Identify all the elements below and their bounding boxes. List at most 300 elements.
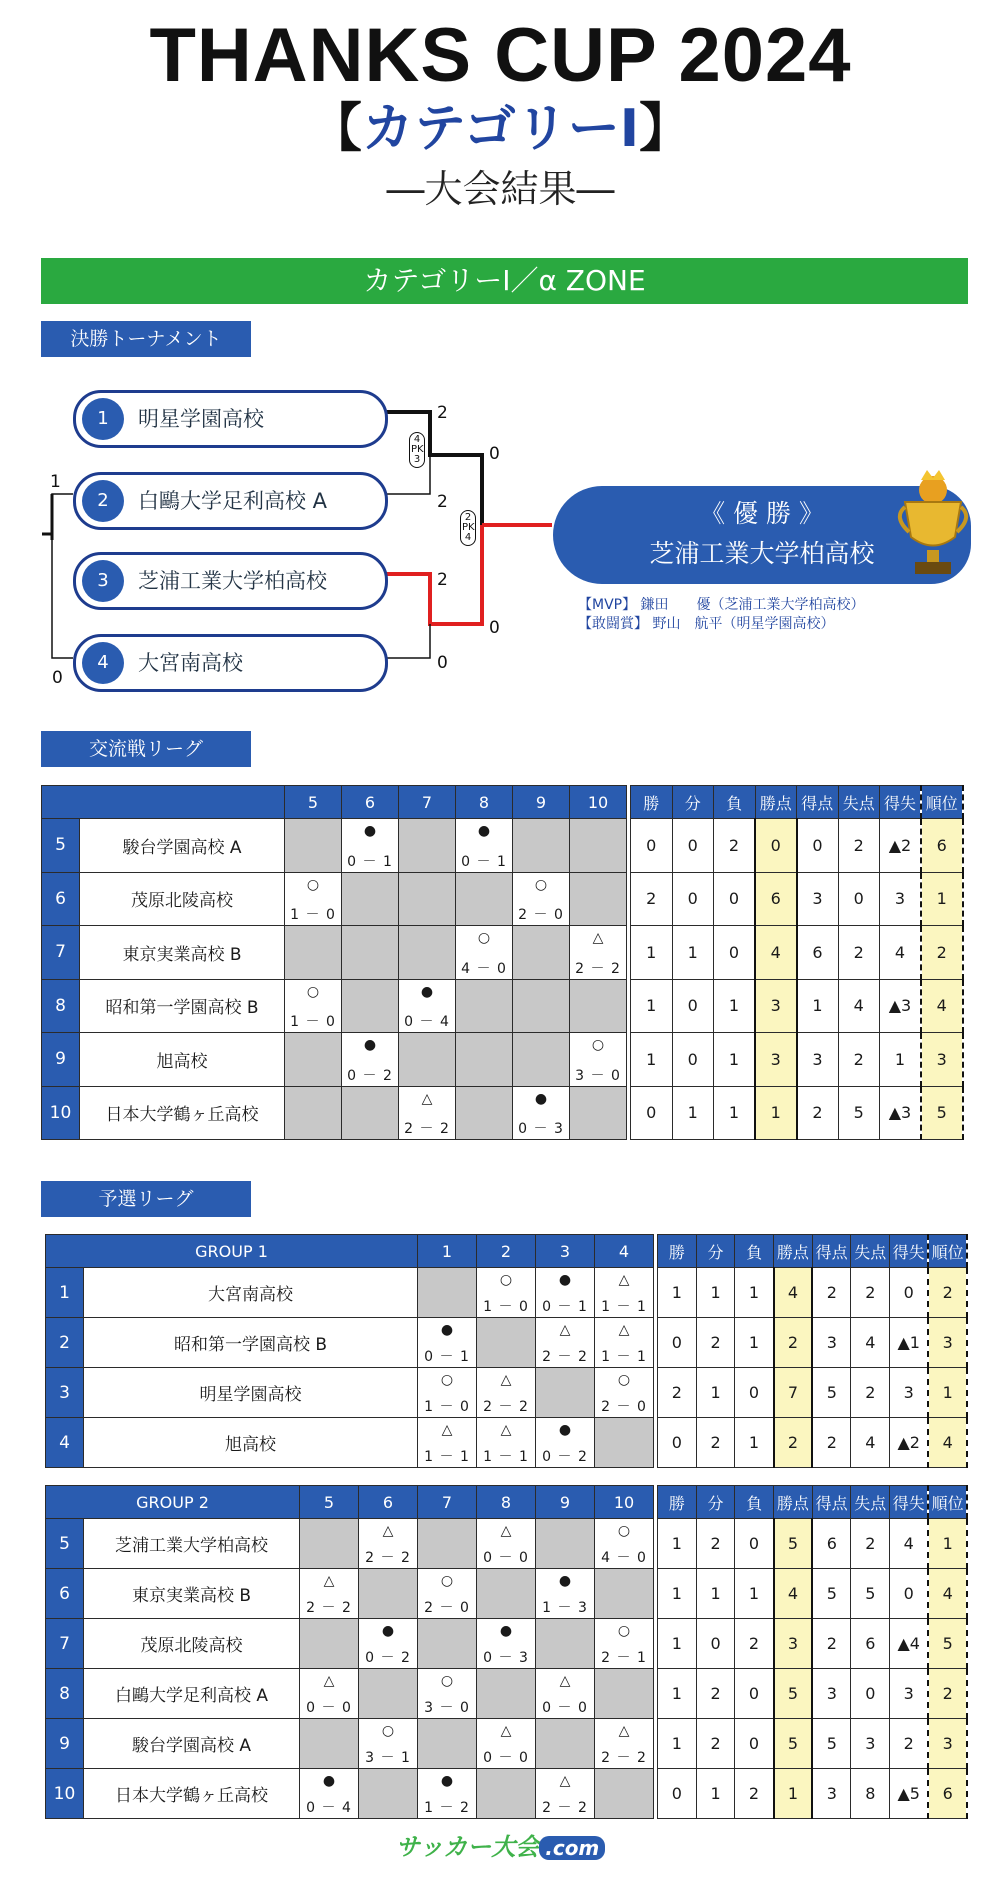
bracket-team-2 bbox=[73, 472, 388, 530]
wins: 1 bbox=[631, 926, 673, 980]
team-name: 昭和第一学園高校 B bbox=[80, 979, 285, 1033]
points: 0 bbox=[755, 819, 797, 873]
match-result bbox=[359, 1619, 418, 1669]
rank: 1 bbox=[928, 1519, 967, 1569]
match-score: 0 － 2 bbox=[347, 1067, 393, 1084]
match-result bbox=[300, 1519, 359, 1569]
match-result bbox=[595, 1619, 654, 1669]
score-semi-1: 0 bbox=[489, 444, 500, 464]
goals-for: 3 bbox=[812, 1769, 851, 1819]
stat-header: 得失 bbox=[890, 1235, 929, 1268]
points: 6 bbox=[755, 872, 797, 926]
match-result bbox=[399, 979, 456, 1033]
row-index: 1 bbox=[46, 1268, 84, 1318]
stat-header: 勝 bbox=[658, 1486, 697, 1519]
team-name: 昭和第一学園高校 B bbox=[84, 1318, 418, 1368]
team-name: 旭高校 bbox=[80, 1033, 285, 1087]
result-symbol: △ bbox=[441, 1422, 453, 1438]
goal-diff: ▲4 bbox=[890, 1619, 929, 1669]
result-symbol: ○ bbox=[617, 1372, 631, 1388]
result-symbol: △ bbox=[323, 1573, 335, 1589]
match-score: 0 － 3 bbox=[518, 1121, 564, 1137]
goals-against: 0 bbox=[838, 872, 880, 926]
match-result bbox=[477, 1769, 536, 1819]
match-score: 0 － 1 bbox=[347, 853, 393, 870]
goals-for: 3 bbox=[812, 1669, 851, 1719]
match-score: 3 － 0 bbox=[575, 1067, 621, 1084]
match-score: 1 － 0 bbox=[424, 1399, 470, 1415]
match-result bbox=[570, 1086, 627, 1140]
match-result bbox=[513, 1086, 570, 1140]
table-row bbox=[42, 1086, 963, 1140]
rank: 4 bbox=[921, 979, 963, 1033]
match-result bbox=[285, 872, 342, 926]
match-result bbox=[595, 1719, 654, 1769]
goal-diff: 0 bbox=[890, 1268, 929, 1318]
row-index: 6 bbox=[42, 872, 80, 926]
result-symbol: ● bbox=[381, 1623, 395, 1639]
match-result bbox=[399, 926, 456, 980]
stat-header: 得点 bbox=[812, 1235, 851, 1268]
group-header bbox=[42, 786, 285, 819]
goals-against: 2 bbox=[838, 926, 880, 980]
goal-diff: 3 bbox=[890, 1669, 929, 1719]
table-row bbox=[46, 1669, 968, 1719]
table-row bbox=[42, 819, 963, 873]
match-score: 0 － 0 bbox=[542, 1700, 588, 1716]
match-score: 1 － 1 bbox=[424, 1449, 470, 1465]
match-result bbox=[285, 1086, 342, 1140]
goals-against: 2 bbox=[838, 819, 880, 873]
match-result bbox=[300, 1569, 359, 1619]
result-symbol: △ bbox=[618, 1723, 630, 1739]
rank: 6 bbox=[921, 819, 963, 873]
goals-for: 3 bbox=[797, 872, 839, 926]
match-result bbox=[418, 1368, 477, 1418]
table-row bbox=[42, 979, 963, 1033]
match-score: 0 － 1 bbox=[461, 853, 507, 870]
match-result bbox=[285, 979, 342, 1033]
match-score: 2 － 2 bbox=[575, 960, 621, 977]
match-result bbox=[513, 926, 570, 980]
wins: 1 bbox=[658, 1719, 697, 1769]
site-logo: サッカー大会 .com bbox=[0, 1827, 1001, 1862]
goals-for: 3 bbox=[797, 1033, 839, 1087]
draws: 2 bbox=[696, 1318, 735, 1368]
match-score: 0 － 0 bbox=[483, 1550, 529, 1566]
table-row bbox=[42, 872, 963, 926]
points: 2 bbox=[774, 1318, 813, 1368]
match-result bbox=[418, 1569, 477, 1619]
team-name: 大宮南高校 bbox=[138, 651, 243, 675]
match-score: 2 － 0 bbox=[601, 1399, 647, 1415]
goals-for: 2 bbox=[812, 1418, 851, 1468]
points: 5 bbox=[774, 1519, 813, 1569]
wins: 1 bbox=[658, 1268, 697, 1318]
match-result bbox=[477, 1719, 536, 1769]
match-result bbox=[399, 1033, 456, 1087]
row-index: 8 bbox=[42, 979, 80, 1033]
bracket-team-4 bbox=[73, 634, 388, 692]
match-result bbox=[359, 1519, 418, 1569]
group1-table bbox=[45, 1234, 968, 1468]
losses: 0 bbox=[735, 1368, 774, 1418]
category-subtitle: 【カテゴリーⅠ】 bbox=[309, 99, 692, 159]
goals-against: 5 bbox=[838, 1086, 880, 1140]
match-score: 2 － 2 bbox=[365, 1550, 411, 1566]
result-symbol: ● bbox=[363, 823, 377, 839]
row-index: 5 bbox=[46, 1519, 84, 1569]
row-index: 10 bbox=[42, 1086, 80, 1140]
result-symbol: △ bbox=[500, 1523, 512, 1539]
match-result bbox=[399, 819, 456, 873]
match-result bbox=[342, 1033, 399, 1087]
row-index: 3 bbox=[46, 1368, 84, 1418]
match-score: 0 － 1 bbox=[424, 1349, 470, 1365]
match-result bbox=[570, 1033, 627, 1087]
stat-header: 分 bbox=[696, 1486, 735, 1519]
match-result bbox=[477, 1418, 536, 1468]
stat-header: 勝点 bbox=[774, 1486, 813, 1519]
match-result bbox=[570, 819, 627, 873]
match-result bbox=[359, 1569, 418, 1619]
match-score: 1 － 3 bbox=[542, 1600, 588, 1616]
draws: 1 bbox=[696, 1569, 735, 1619]
match-result bbox=[513, 1033, 570, 1087]
result-symbol: ● bbox=[558, 1422, 572, 1438]
team-number-badge: 4 bbox=[82, 642, 124, 684]
table-row bbox=[46, 1368, 968, 1418]
team-name: 茂原北陵高校 bbox=[84, 1619, 300, 1669]
draws: 2 bbox=[696, 1719, 735, 1769]
match-result bbox=[477, 1619, 536, 1669]
wins: 2 bbox=[631, 872, 673, 926]
stat-header: 順位 bbox=[928, 1486, 967, 1519]
rank: 4 bbox=[928, 1418, 967, 1468]
match-score: 1 － 1 bbox=[601, 1349, 647, 1365]
goals-for: 3 bbox=[812, 1318, 851, 1368]
goals-for: 2 bbox=[812, 1268, 851, 1318]
match-result bbox=[418, 1418, 477, 1468]
wins: 1 bbox=[658, 1619, 697, 1669]
rank: 1 bbox=[921, 872, 963, 926]
draws: 1 bbox=[672, 926, 714, 980]
rank: 3 bbox=[928, 1318, 967, 1368]
wins: 1 bbox=[658, 1519, 697, 1569]
stat-header: 負 bbox=[714, 786, 756, 819]
match-score: 2 － 2 bbox=[542, 1349, 588, 1365]
match-result bbox=[418, 1669, 477, 1719]
draws: 2 bbox=[696, 1519, 735, 1569]
result-symbol: △ bbox=[559, 1673, 571, 1689]
result-symbol: △ bbox=[618, 1272, 630, 1288]
match-result bbox=[536, 1619, 595, 1669]
result-symbol: ○ bbox=[381, 1723, 395, 1739]
stat-header: 失点 bbox=[838, 786, 880, 819]
match-result bbox=[477, 1569, 536, 1619]
points: 4 bbox=[774, 1569, 813, 1619]
wins: 1 bbox=[631, 979, 673, 1033]
table-row bbox=[46, 1619, 968, 1669]
match-score: 3 － 0 bbox=[424, 1700, 470, 1716]
goals-for: 0 bbox=[797, 819, 839, 873]
goal-diff: 0 bbox=[890, 1569, 929, 1619]
draws: 1 bbox=[696, 1268, 735, 1318]
losses: 1 bbox=[735, 1418, 774, 1468]
score-team-2: 2 bbox=[437, 492, 448, 512]
match-result bbox=[399, 1086, 456, 1140]
group-header: GROUP 1 bbox=[46, 1235, 418, 1268]
table-row bbox=[42, 926, 963, 980]
result-symbol: ○ bbox=[617, 1623, 631, 1639]
goals-for: 5 bbox=[812, 1569, 851, 1619]
table-row bbox=[46, 1318, 968, 1368]
team-name: 大宮南高校 bbox=[84, 1268, 418, 1318]
match-result bbox=[595, 1769, 654, 1819]
goal-diff: ▲2 bbox=[880, 819, 922, 873]
match-result bbox=[456, 926, 513, 980]
prelim-league-label: 予選リーグ bbox=[41, 1181, 251, 1217]
pk-badge-final: 2 PK 4 bbox=[460, 510, 476, 546]
match-result bbox=[342, 1086, 399, 1140]
match-result bbox=[570, 979, 627, 1033]
team-name: 駿台学園高校 A bbox=[80, 819, 285, 873]
goals-against: 3 bbox=[851, 1719, 890, 1769]
result-symbol: ○ bbox=[499, 1272, 513, 1288]
match-result bbox=[456, 1086, 513, 1140]
match-result bbox=[418, 1769, 477, 1819]
team-name: 東京実業高校 B bbox=[80, 926, 285, 980]
wins: 0 bbox=[658, 1318, 697, 1368]
goals-against: 0 bbox=[851, 1669, 890, 1719]
draws: 0 bbox=[696, 1619, 735, 1669]
match-result bbox=[536, 1719, 595, 1769]
row-index: 9 bbox=[46, 1719, 84, 1769]
stat-header: 得失 bbox=[880, 786, 922, 819]
match-score: 1 － 0 bbox=[290, 1014, 336, 1030]
match-result bbox=[342, 926, 399, 980]
score-outer-bottom: 0 bbox=[52, 668, 63, 688]
row-index: 10 bbox=[46, 1769, 84, 1819]
rank: 4 bbox=[928, 1569, 967, 1619]
match-result bbox=[359, 1669, 418, 1719]
table-row bbox=[46, 1268, 968, 1318]
match-result bbox=[342, 872, 399, 926]
result-symbol: △ bbox=[382, 1523, 394, 1539]
goal-diff: ▲1 bbox=[890, 1318, 929, 1368]
match-result bbox=[285, 1033, 342, 1087]
losses: 2 bbox=[735, 1619, 774, 1669]
opponent-header: 10 bbox=[570, 786, 627, 819]
rank: 2 bbox=[921, 926, 963, 980]
match-score: 0 － 0 bbox=[483, 1750, 529, 1766]
match-result bbox=[342, 819, 399, 873]
team-number-badge: 1 bbox=[82, 398, 124, 440]
team-name: 白鷗大学足利高校 A bbox=[138, 489, 328, 513]
match-result bbox=[595, 1569, 654, 1619]
losses: 0 bbox=[714, 872, 756, 926]
stat-header: 勝点 bbox=[755, 786, 797, 819]
opponent-header: 7 bbox=[418, 1486, 477, 1519]
result-symbol: ○ bbox=[591, 1037, 605, 1053]
points: 5 bbox=[774, 1669, 813, 1719]
opponent-header: 8 bbox=[477, 1486, 536, 1519]
match-result bbox=[285, 819, 342, 873]
result-symbol: △ bbox=[500, 1723, 512, 1739]
rank: 1 bbox=[928, 1368, 967, 1418]
result-symbol: △ bbox=[421, 1090, 433, 1107]
pk-badge-semi-1: 4 PK 3 bbox=[409, 432, 425, 468]
match-score: 2 － 2 bbox=[306, 1600, 352, 1616]
match-score: 2 － 2 bbox=[542, 1800, 588, 1816]
rank: 5 bbox=[928, 1619, 967, 1669]
draws: 1 bbox=[672, 1086, 714, 1140]
score-semi-2: 0 bbox=[489, 618, 500, 638]
result-symbol: ● bbox=[363, 1037, 377, 1053]
bracket-team-3 bbox=[73, 552, 388, 610]
row-index: 7 bbox=[42, 926, 80, 980]
team-name: 東京実業高校 B bbox=[84, 1569, 300, 1619]
wins: 1 bbox=[658, 1669, 697, 1719]
match-score: 2 － 2 bbox=[601, 1750, 647, 1766]
team-name: 日本大学鶴ヶ丘高校 bbox=[80, 1086, 285, 1140]
match-score: 2 － 0 bbox=[518, 907, 564, 923]
row-index: 2 bbox=[46, 1318, 84, 1368]
match-score: 4 － 0 bbox=[461, 960, 507, 977]
match-score: 1 － 0 bbox=[290, 907, 336, 923]
match-result bbox=[300, 1669, 359, 1719]
score-team-3: 2 bbox=[437, 570, 448, 590]
match-result bbox=[595, 1368, 654, 1418]
match-result bbox=[536, 1519, 595, 1569]
losses: 1 bbox=[735, 1318, 774, 1368]
match-result bbox=[456, 979, 513, 1033]
wins: 0 bbox=[658, 1418, 697, 1468]
stat-header: 順位 bbox=[928, 1235, 967, 1268]
opponent-header: 10 bbox=[595, 1486, 654, 1519]
result-symbol: ○ bbox=[440, 1372, 454, 1388]
goals-for: 2 bbox=[797, 1086, 839, 1140]
team-name: 日本大学鶴ヶ丘高校 bbox=[84, 1769, 300, 1819]
match-result bbox=[477, 1368, 536, 1418]
fighting-spirit-line: 【敢闘賞】 野山 航平（明星学園高校） bbox=[578, 616, 835, 632]
points: 2 bbox=[774, 1418, 813, 1468]
group-header: GROUP 2 bbox=[46, 1486, 300, 1519]
result-symbol: △ bbox=[559, 1322, 571, 1338]
wins: 1 bbox=[658, 1569, 697, 1619]
stat-header: 負 bbox=[735, 1486, 774, 1519]
stat-header: 負 bbox=[735, 1235, 774, 1268]
result-symbol: △ bbox=[500, 1422, 512, 1438]
rank: 2 bbox=[928, 1669, 967, 1719]
goals-against: 2 bbox=[851, 1268, 890, 1318]
goal-diff: 4 bbox=[880, 926, 922, 980]
wins: 1 bbox=[631, 1033, 673, 1087]
match-result bbox=[536, 1669, 595, 1719]
result-symbol: ● bbox=[558, 1272, 572, 1288]
match-result bbox=[570, 926, 627, 980]
result-symbol: ● bbox=[440, 1773, 454, 1789]
goals-against: 4 bbox=[838, 979, 880, 1033]
match-score: 2 － 2 bbox=[483, 1399, 529, 1415]
team-name: 白鷗大学足利高校 A bbox=[84, 1669, 300, 1719]
goal-diff: 2 bbox=[890, 1719, 929, 1769]
final-tournament-label: 決勝トーナメント bbox=[41, 321, 251, 357]
match-result bbox=[536, 1569, 595, 1619]
opponent-header: 9 bbox=[536, 1486, 595, 1519]
match-result bbox=[595, 1268, 654, 1318]
match-result bbox=[300, 1619, 359, 1669]
losses: 0 bbox=[735, 1719, 774, 1769]
table-row bbox=[46, 1569, 968, 1619]
match-score: 2 － 1 bbox=[601, 1650, 647, 1666]
points: 1 bbox=[774, 1769, 813, 1819]
result-symbol: ○ bbox=[477, 930, 491, 946]
goal-diff: ▲2 bbox=[890, 1418, 929, 1468]
match-result bbox=[418, 1318, 477, 1368]
draws: 0 bbox=[672, 1033, 714, 1087]
points: 3 bbox=[755, 979, 797, 1033]
goals-against: 2 bbox=[851, 1519, 890, 1569]
match-score: 1 － 2 bbox=[424, 1800, 470, 1816]
opponent-header: 8 bbox=[456, 786, 513, 819]
losses: 2 bbox=[735, 1769, 774, 1819]
draws: 0 bbox=[672, 872, 714, 926]
match-result bbox=[595, 1318, 654, 1368]
stat-header: 勝 bbox=[658, 1235, 697, 1268]
stat-header: 分 bbox=[696, 1235, 735, 1268]
goal-diff: 4 bbox=[890, 1519, 929, 1569]
match-result bbox=[536, 1268, 595, 1318]
losses: 1 bbox=[735, 1268, 774, 1318]
goals-against: 2 bbox=[838, 1033, 880, 1087]
group2-table bbox=[45, 1485, 968, 1819]
match-result bbox=[513, 872, 570, 926]
goals-against: 4 bbox=[851, 1318, 890, 1368]
match-result bbox=[418, 1719, 477, 1769]
team-name: 芝浦工業大学柏高校 bbox=[138, 569, 327, 593]
team-name: 明星学園高校 bbox=[84, 1368, 418, 1418]
opponent-header: 6 bbox=[359, 1486, 418, 1519]
goals-against: 2 bbox=[851, 1368, 890, 1418]
trophy-icon bbox=[893, 462, 973, 582]
result-symbol: ● bbox=[558, 1573, 572, 1589]
mvp-line: 【MVP】 鎌田 優（芝浦工業大学柏高校） bbox=[578, 597, 865, 613]
table-row bbox=[46, 1519, 968, 1569]
stat-header: 勝 bbox=[631, 786, 673, 819]
match-result bbox=[477, 1519, 536, 1569]
score-outer-top: 1 bbox=[50, 472, 61, 492]
match-result bbox=[285, 926, 342, 980]
goals-against: 8 bbox=[851, 1769, 890, 1819]
goals-against: 4 bbox=[851, 1418, 890, 1468]
rank: 3 bbox=[928, 1719, 967, 1769]
match-result bbox=[536, 1769, 595, 1819]
table-row bbox=[46, 1769, 968, 1819]
match-result bbox=[477, 1268, 536, 1318]
opponent-header: 6 bbox=[342, 786, 399, 819]
match-score: 0 － 4 bbox=[306, 1800, 352, 1816]
match-score: 0 － 2 bbox=[365, 1650, 411, 1666]
match-result bbox=[300, 1769, 359, 1819]
losses: 1 bbox=[714, 1086, 756, 1140]
goals-for: 6 bbox=[797, 926, 839, 980]
result-symbol: ● bbox=[477, 823, 491, 839]
match-score: 4 － 0 bbox=[601, 1550, 647, 1566]
stat-header: 勝点 bbox=[774, 1235, 813, 1268]
results-label: ―大会結果― bbox=[386, 167, 615, 211]
goals-for: 2 bbox=[812, 1619, 851, 1669]
